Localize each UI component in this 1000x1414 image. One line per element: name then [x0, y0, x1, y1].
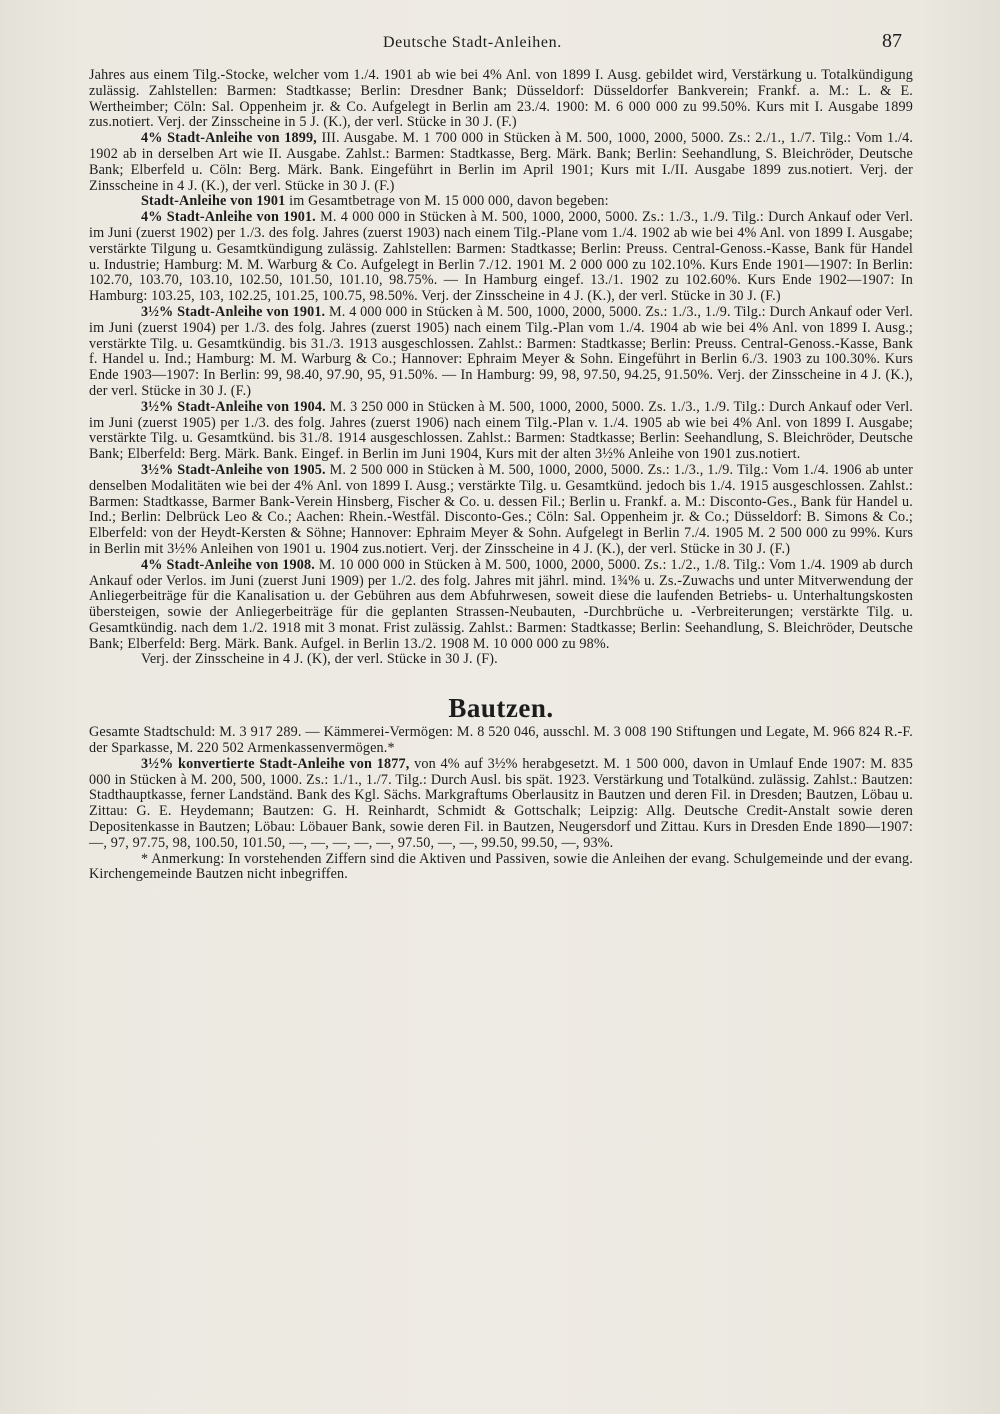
paragraph-bautzen-debt: Gesamte Stadtschuld: M. 3 917 289. — Kämmerei-Vermögen: M. 8 520 046, ausschl. M. 3 008 190 Stiftungen und Legate, M. 966 824 R.-F. der Sparkasse, M. 220 502 Armenkassenvermögen.* — [89, 724, 913, 757]
paragraph-continued: Jahres aus einem Tilg.-Stocke, welcher vom 1./4. 1901 ab wie bei 4% Anl. von 1899 I. Ausg. gebildet wird, Verstärkung u. Totalkündigung zulässig. Zahlstellen: Barmen: Stadtkasse; Berlin: Dresdner Bank; Düsseldorf: Düsseldorfer Bankverein; Frankf. a. M.: L. & E. Wertheimber; Cöln: Sal. Oppenheim jr. & Co. Aufgelegt in Berlin am 23./4. 1900: M. 6 000 000 zu 99.50%. Kurs mit I. Ausgabe 1899 zus.notiert. Verj. der Zinsscheine in 5 J. (K.), der verl. Stücke in 30 J. (F.) — [89, 67, 913, 131]
paragraph-loan-1905: 3½% Stadt-Anleihe von 1905. M. 2 500 000 in Stücken à M. 500, 1000, 2000, 5000. Zs.: 1./3., 1./9. Tilg.: Vom 1./4. 1906 ab unter denselben Modalitäten wie bei der 4% Anl. von 1899 I. Ausg.; verstärkte Tilg. u. Gesamtkünd. jedoch bis 1./4. 1915 ausgeschlossen. Zahlst.: Barmen: Stadtkasse, Barmer Bank-Verein Hinsberg, Fischer & Co. u. dessen Fil.; Berlin u. Frankf. a. M.: Disconto-Ges., Bank für Handel u. Ind.; Berlin: Delbrück Leo & Co.; Aachen: Rhein.-Westfäl. Disconto-Ges.; Cöln: Sal. Oppenheim jr. & Co.; Düsseldorf: B. Simons & Co.; Elberfeld: von der Heydt-Kersten & Söhne; Hannover: Ephraim Meyer & Sohn. Aufgelegt in Berlin 7./4. 1905 M. 2 500 000 zu 99%. Kurs in Berlin mit 3½% Anleihen von 1901 u. 1904 zus.notiert. Verj. der Zinsscheine in 4 J. (K.), der verl. Stücke in 30 J. (F.) — [89, 461, 913, 557]
paragraph-loan-1901-total: Stadt-Anleihe von 1901 im Gesamtbetrage von M. 15 000 000, davon begeben: — [141, 193, 609, 210]
paragraph-loan-1908: 4% Stadt-Anleihe von 1908. M. 10 000 000 in Stücken à M. 500, 1000, 2000, 5000. Zs.: 1./2., 1./8. Tilg.: Vom 1./4. 1909 ab durch Ankauf oder Verlos. im Juni (zuerst Juni 1909) per 1./2. des folg. Jahres mit jährl. mind. 1¾% u. Zs.-Zuwachs und unter Mitverwendung der Anliegerbeiträge für die Kanalisation u. der Gebühren aus dem Abfuhrwesen, soweit diese die laufenden Betriebs- u. Unterhaltungskosten übersteigen, sowie der Anliegerbeiträge für die geplanten Strassen-Neubauten, -Durchbrüche u. -Verbreiterungen; verstärkte Tilg. u. Gesamtkündig. nach dem 1./2. 1918 mit 3 monat. Frist zulässig. Zahlst.: Barmen: Stadtkasse; Berlin: Seehandlung, S. Bleichröder, Deutsche Bank; Elberfeld: Berg. Märk. Bank. Aufgel. in Berlin 13./2. 1908 M. 10 000 000 zu 98%. — [89, 556, 913, 652]
loan-title: Stadt-Anleihe von 1901 — [141, 193, 286, 210]
section-title-bautzen: Bautzen. — [448, 693, 554, 724]
loan-title: 4% Stadt-Anleihe von 1899, — [141, 130, 317, 147]
page-header — [0, 30, 1000, 56]
paragraph-loan-1901-4pct: 4% Stadt-Anleihe von 1901. M. 4 000 000 in Stücken à M. 500, 1000, 2000, 5000. Zs.: 1./3., 1./9. Tilg.: Durch Ankauf oder Verl. im Juni (zuerst 1902) per 1./3. des folg. Jahres (zuerst 1903) nach einem Tilg.-Plane vom 1./4. 1902 ab wie bei 4% Anl. von 1899 I. Ausgabe; verstärkte Tilgung u. Gesamtkündigung zulässig. Zahlstellen: Barmen: Stadtkasse; Berlin: Preuss. Central-Genoss.-Kasse, Bank für Handel u. Industrie; Hamburg: M. M. Warburg & Co. Aufgelegt in Berlin 7./12. 1901 M. 2 000 000 zu 102.10%. Kurs Ende 1901—1907: In Berlin: 102.70, 103.70, 103.10, 102.50, 101.50, 101.10, 98.75%. — In Hamburg eingef. 13./1. 1902 zu 102.60%. Kurs Ende 1902—1907: In Hamburg: 103.25, 103, 102.25, 101.25, 100.75, 98.50%. Verj. der Zinsscheine in 4 J. (K.), der verl. Stücke in 30 J. (F.) — [89, 209, 914, 305]
running-head: Deutsche Stadt-Anleihen. — [383, 34, 562, 51]
main-text — [89, 68, 913, 883]
loan-title: 4% Stadt-Anleihe von 1901. — [141, 209, 316, 226]
loan-title: 3½% Stadt-Anleihe von 1905. — [141, 461, 326, 478]
loan-title: 3½% Stadt-Anleihe von 1904. — [141, 398, 326, 415]
paragraph-statute-note: Verj. der Zinsscheine in 4 J. (K), der verl. Stücke in 30 J. (F). — [141, 651, 498, 668]
paragraph-loan-1899: 4% Stadt-Anleihe von 1899, III. Ausgabe. M. 1 700 000 in Stücken à M. 500, 1000, 2000, 5000. Zs.: 2./1., 1./7. Tilg.: Vom 1./4. 1902 ab in derselben Art wie II. Ausgabe. Zahlst.: Barmen: Stadtkasse, Berg. Märk. Bank; Berlin: Seehandlung, S. Bleichröder, Deutsche Bank; Elberfeld u. Cöln: Berg. Märk. Bank. Eingeführt in Berlin im April 1901; Kurs mit I./II. Ausgabe 1899 zus.notiert. Verj. der Zinsscheine in 4 J. (K.), der verl. Stücke in 30 J. (F.) — [89, 130, 914, 194]
page-number: 87 — [882, 30, 902, 52]
paragraph-bautzen-loan-1877: 3½% konvertierte Stadt-Anleihe von 1877, von 4% auf 3½% herabgesetzt. M. 1 500 000, davon in Umlauf Ende 1907: M. 835 000 in Stücken à M. 200, 500, 1000. Zs.: 1./1., 1./7. Tilg.: Durch Ausl. bis spät. 1923. Verstärkung und Totalkünd. zulässig. Zahlst.: Bautzen: Stadthauptkasse, ferner Landständ. Bank des Kgl. Sächs. Markgraftums Oberlausitz in Bautzen und deren Fil. in Dresden; Bautzen, Löbau u. Zittau: G. E. Heydemann; Bautzen: G. H. Reinhardt, Schmidt & Gottschalk; Leipzig: Allg. Deutsche Credit-Anstalt sowie deren Depositenkasse in Bautzen; Löbau: Löbauer Bank, sowie deren Fil. in Bautzen, Neugersdorf und Zittau. Kurs in Dresden Ende 1890—1907: —, 97, 97.75, 98, 100.50, 101.50, —, —, —, —, —, 97.50, —, —, 99.50, 99.50, —, 93%. — [89, 755, 913, 851]
paragraph-loan-1904: 3½% Stadt-Anleihe von 1904. M. 3 250 000 in Stücken à M. 500, 1000, 2000, 5000. Zs. 1./3., 1./9. Tilg.: Durch Ankauf oder Verl. im Juni (zuerst 1905) per 1./3. des folg. Jahres (zuerst 1906) nach einem Tilg.-Plan v. 1./4. 1905 ab wie bei 4% Anl. von 1899 I. Ausgabe; verstärkte Tilg. u. Gesamtkünd. bis 31./8. 1914 ausgeschlossen. Zahlst.: Barmen: Stadtkasse; Berlin: Seehandlung, S. Bleichröder, Deutsche Bank; Elberfeld: Berg. Märk. Bank. Eingef. in Berlin im Juni 1904, Kurs mit der alten 3½% Anleihe von 1901 zus.notiert. — [89, 398, 913, 463]
loan-title: 3½% Stadt-Anleihe von 1901. — [141, 303, 326, 320]
paragraph-footnote: * Anmerkung: In vorstehenden Ziffern sind die Aktiven und Passiven, sowie die Anleihen der evang. Schulgemeinde und der evang. Kirchengemeinde Bautzen nicht inbegriffen. — [89, 850, 913, 883]
loan-title: 4% Stadt-Anleihe von 1908. — [141, 556, 315, 573]
loan-title: 3½% konvertierte Stadt-Anleihe von 1877, — [141, 755, 410, 772]
paragraph-loan-1901-3-5pct: 3½% Stadt-Anleihe von 1901. M. 4 000 000 in Stücken à M. 500, 1000, 2000, 5000. Zs.: 1./3., 1./9. Tilg.: Durch Ankauf oder Verl. im Juni (zuerst 1904) per 1./3. des folg. Jahres (zuerst 1905) nach einem Tilg.-Plan vom 1./4. 1904 ab wie bei 4% Anl. von 1899 I. Ausg.; verstärkte Tilg. u. Gesamtkündig. bis 31./3. 1913 ausgeschlossen. Zahlst.: Barmen: Stadtkasse; Berlin: Preuss. Central-Genoss.-Kasse, Bank f. Handel u. Ind.; Hamburg: M. M. Warburg & Co.; Hannover: Ephraim Meyer & Sohn. Eingeführt in Berlin 6./3. 1903 zu 100.30%. Kurs Ende 1903—1907: In Berlin: 99, 98.40, 97.90, 95, 91.50%. — In Hamburg: 99, 98, 97.50, 94.25, 91.50%. Verj. der Zinsscheine in 4 J. (K.), der verl. Stücke in 30 J. (F.) — [89, 303, 913, 399]
